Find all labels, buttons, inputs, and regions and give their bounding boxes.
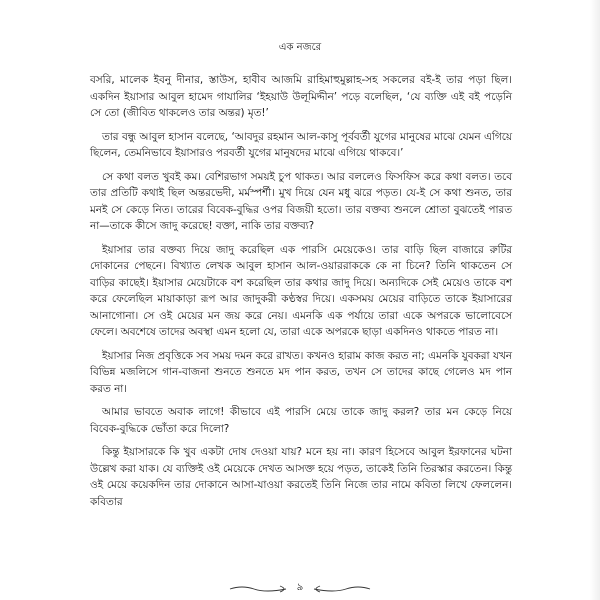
right-flourish-icon bbox=[308, 584, 372, 594]
paragraph: সে কথা বলত খুবই কম। বেশিরভাগ সময়ই চুপ থাকত। আর বললেও ফিসফিস করে কথা বলত। তবে তার প্রতিটি কথাই ছিল অন্তরভেদী, মর্মস্পর্শী। মুখ দিয়ে যেন মধু ঝরে পড়ত। যে-ই সে কথা শুনত, তার মনই সে কেড়ে নিত। তারের বিবেক-বুদ্ধির ওপর বিজয়ী হতো। তার বক্তব্য শুনলে শ্রোতা বুঝতেই পারত না—তাকে কীসে জাদু করেছে! বক্তা, নাকি তার বক্তব্য? bbox=[90, 170, 512, 232]
running-header: এক নজরে bbox=[278, 42, 322, 53]
paragraph: তার বন্ধু আবুল হাসান বলেছে, ‘আবদুর রহমান আল-কাসু পূর্ববর্তী যুগের মানুষের মাঝে যেমন এগিয়ে ছিলেন, তেমনিভাবে ইয়াসারও পরবর্তী যুগের মানুষদের মাঝে এগিয়ে থাকবে।’ bbox=[90, 130, 512, 159]
page-footer bbox=[0, 580, 600, 597]
paragraph: আমার ভাবতে অবাক লাগে! কীভাবে এই পারসি মেয়ে তাকে জাদু করল? তার মন কেড়ে নিয়ে বিবেক-বুদ্ধিকে ভোঁতা করে দিলো? bbox=[90, 406, 512, 435]
paragraph: কিন্তু ইয়াসারকে কি খুব একটা দোষ দেওয়া যায়? মনে হয় না। কারণ হিসেবে আবুল ইরফানের ঘটনা উল্লেখ করা যাক। যে ব্যক্তিই ওই মেয়েকে দেখত আসক্ত হয়ে পড়ত, তাকেই তিনি তিরস্কার করতেন। কিন্তু ওই মেয়ে কয়েকদিন তার দোকানে আসা-যাওয়া করতেই তিনি নিজে তার নামে কবিতা লিখে ফেললেন। কবিতার bbox=[90, 446, 512, 508]
page-number: ৯ bbox=[296, 582, 304, 593]
left-flourish-icon bbox=[228, 584, 292, 594]
body-text bbox=[90, 72, 512, 517]
paragraph: বসরি, মালেক ইবনু দীনার, স্তাউস, হাবীব আজমি রাহিমাহুমুল্লাহ-সহ সকলের বই-ই তার পড়া ছিল। একদিন ইয়াসার আবুল হামেদ গাযালির ‘ইহয়াউ উলূমিদ্দীন’ পড়ে বলেছিল, ‘যে ব্যক্তি এই বই পড়েনি সে তো (জীবিত থাকলেও তার অন্তর) মৃত!’ bbox=[90, 74, 512, 119]
page-edge-shadow bbox=[590, 0, 600, 600]
paragraph: ইয়াসার নিজ প্রবৃত্তিকে সব সময় দমন করে রাখত। কখনও হারাম কাজ করত না; এমনকি যুবকরা যখন বিভিন্ন মজলিসে গান-বাজনা শুনতে শুনতে মদ পান করত, তখন সে তাদের কাছে গেলেও মদ পান করত না। bbox=[90, 349, 512, 395]
paragraph: ইয়াসার তার বক্তব্য দিয়ে জাদু করেছিল এক পারসি মেয়েকেও। তার বাড়ি ছিল বাজারে রুটির দোকানের পেছনে। বিখ্যাত লেখক আবুল হাসান আল-ওয়াররাককে কে না চিনে? তিনি থাকতেন সে বাড়ির কাছেই। ইয়াসার মেয়েটাকে বশ করেছিল তার কথার জাদু দিয়ে। অন্যদিকে সেই মেয়েও তাকে বশ করে ফেলেছিল মায়াকাড়া রূপ আর জাদুকরী কণ্ঠস্বর দিয়ে। একসময় মেয়ের বাড়িতে তাকে ইয়াসারের আনাগোনা। সে ওই মেয়ের মন জয় করে নেয়। এমনকি এক পর্যায়ে তারা একে অপরকে ভালোবেসে ফেলে। অবশেষে তাদের অবস্থা এমন হলো যে, তারা একে অপরকে ছাড়া একদিনও থাকতে পারত না। bbox=[90, 243, 512, 338]
